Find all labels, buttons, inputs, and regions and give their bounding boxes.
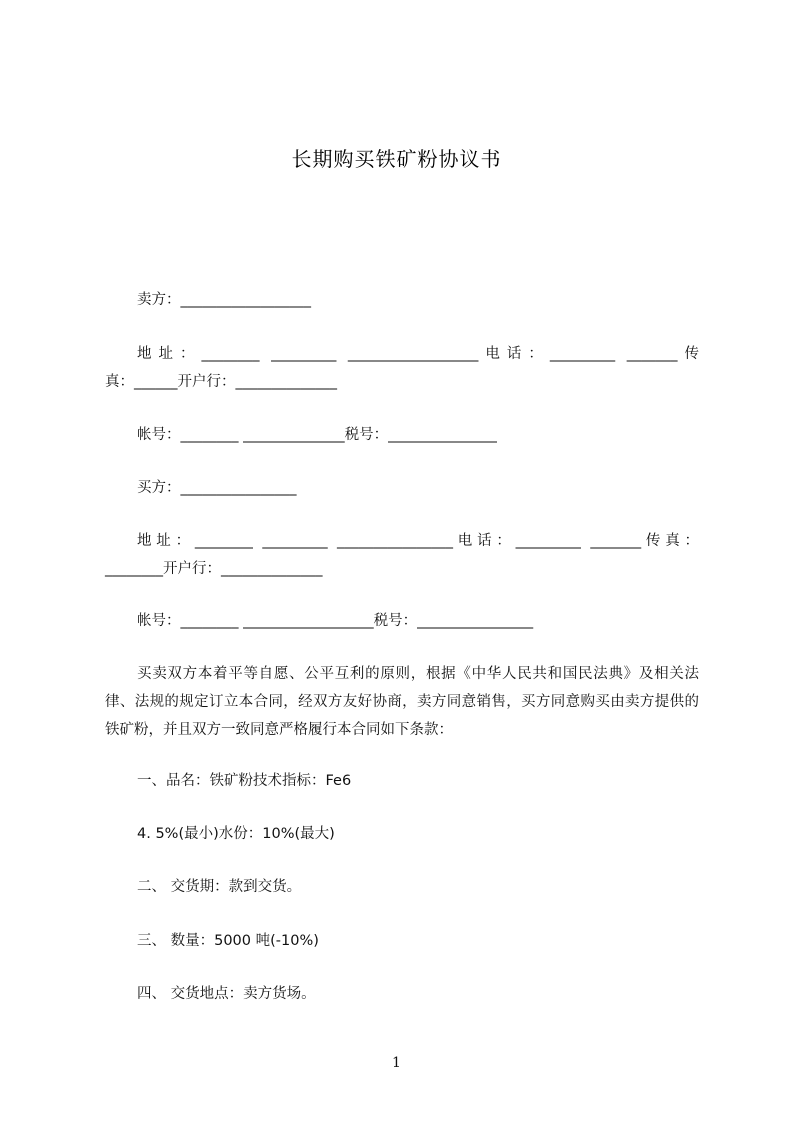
page-number: 1	[392, 1055, 401, 1071]
intro-paragraph: 买卖双方本着平等自愿、公平互利的原则，根据《中华人民共和国民法典》及相关法律、法规的规定订立本合同，经双方友好协商，卖方同意销售，买方同意购买由卖方提供的铁矿粉，并且双方一致同意严格履行本合同如下条款：	[105, 666, 699, 738]
seller-address-line-2: 真：______开户行：______________	[105, 374, 337, 390]
buyer-account-line: 帐号：________ __________________税号：________________	[137, 613, 534, 629]
seller-name-line: 卖方：__________________	[137, 292, 311, 308]
clause-item: 二、 交货期：款到交货。	[137, 879, 302, 895]
document-title: 长期购买铁矿粉协议书	[291, 147, 502, 171]
clause-item: 四、 交货地点：卖方货场。	[137, 986, 316, 1002]
seller-account-line: 帐号：________ ______________税号：_______________	[137, 427, 497, 443]
buyer-address-line-2: ________开户行：______________	[105, 561, 323, 577]
clause-item: 4. 5%(最小)水份：10%(最大)	[137, 826, 335, 842]
buyer-address-line-1: 地址：________ _________ ________________电话：_________ _______传真：	[137, 533, 699, 549]
clause-item: 三、 数量：5000 吨(-10%)	[137, 933, 319, 949]
seller-address-line-1: 地址：________ _________ __________________电话：_________ _______传	[137, 346, 699, 362]
buyer-name-line: 买方：________________	[137, 480, 297, 496]
clause-item: 一、品名：铁矿粉技术指标：Fe6	[137, 773, 352, 789]
